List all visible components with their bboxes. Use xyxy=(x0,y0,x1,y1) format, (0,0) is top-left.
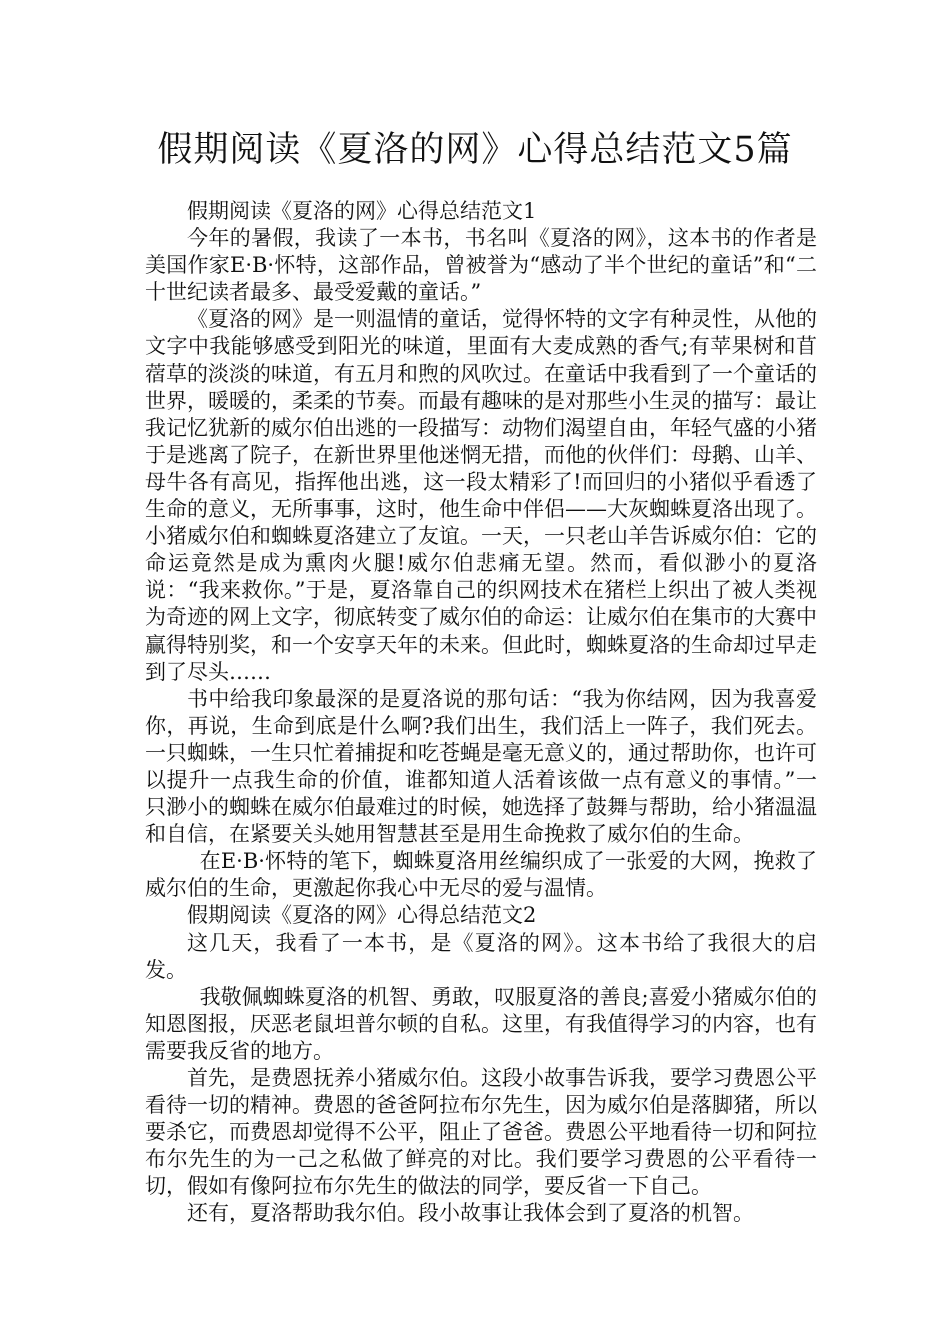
paragraph: 首先，是费恩抚养小猪威尔伯。这段小故事告诉我，要学习费恩公平看待一切的精神。费恩的爸爸阿拉布尔先生，因为威尔伯是落脚猪，所以要杀它，而费恩却觉得不公平，阻止了爸爸。费恩公平地看待一切和阿拉布尔先生的为一己之私做了鲜亮的对比。我们要学习费恩的公平看待一切，假如有像阿拉布尔先生的做法的同学，要反省一下自己。 xyxy=(145,1066,817,1199)
essay-heading-1: 假期阅读《夏洛的网》心得总结范文1 xyxy=(187,199,537,223)
essay-heading-2: 假期阅读《夏洛的网》心得总结范文2 xyxy=(187,903,537,928)
paragraph: 这几天，我看了一本书，是《夏洛的网》。这本书给了我很大的启发。 xyxy=(145,930,817,982)
document-title: 假期阅读《夏洛的网》心得总结范文5篇 xyxy=(157,130,793,170)
paragraph: 今年的暑假，我读了一本书，书名叫《夏洛的网》，这本书的作者是美国作家E·B·怀特，这部作品，曾被誉为“感动了半个世纪的童话”和“二十世纪读者最多、最受爱戴的童话。” xyxy=(145,226,817,305)
paragraph: 在E·B·怀特的笔下，蜘蛛夏洛用丝编织成了一张爱的大网，挽救了威尔伯的生命，更激起你我心中无尽的爱与温情。 xyxy=(145,849,817,901)
paragraph: 《夏洛的网》是一则温情的童话，觉得怀特的文字有种灵性，从他的文字中我能够感受到阳光的味道，里面有大麦成熟的香气;有苹果树和苜蓿草的淡淡的味道，有五月和煦的风吹过。在童话中我看到了一个童话的世界，暖暖的，柔柔的节奏。而最有趣味的是对那些小生灵的描写：最让我记忆犹新的威尔伯出逃的一段描写：动物们渴望自由，年轻气盛的小猪于是逃离了院子，在新世界里他迷惘无措，而他的伙伴们：母鹅、山羊、母牛各有高见，指挥他出逃，这一段太精彩了!而回归的小猪似乎看透了生命的意义，无所事事，这时，他生命中伴侣——大灰蜘蛛夏洛出现了。小猪威尔伯和蜘蛛夏洛建立了友谊。一天，一只老山羊告诉威尔伯：它的命运竟然是成为熏肉火腿!威尔伯悲痛无望。然而，看似渺小的夏洛说：“我来救你。”于是，夏洛靠自己的织网技术在猪栏上织出了被人类视为奇迹的网上文字，彻底转变了威尔伯的命运：让威尔伯在集市的大赛中赢得特别奖，和一个安享天年的未来。但此时，蜘蛛夏洛的生命却过早走到了尽头…… xyxy=(145,307,817,684)
paragraph: 书中给我印象最深的是夏洛说的那句话：“我为你结网，因为我喜爱你，再说，生命到底是什么啊?我们出生，我们活上一阵子，我们死去。一只蜘蛛，一生只忙着捕捉和吃苍蝇是毫无意义的，通过帮助你，也许可以提升一点我生命的价值，谁都知道人活着该做一点有意义的事情。”一只渺小的蜘蛛在威尔伯最难过的时候，她选择了鼓舞与帮助，给小猪温温和自信，在紧要关头她用智慧甚至是用生命挽救了威尔伯的生命。 xyxy=(145,686,817,847)
paragraph: 我敬佩蜘蛛夏洛的机智、勇敢，叹服夏洛的善良;喜爱小猪威尔伯的知恩图报，厌恶老鼠坦普尔顿的自私。这里，有我值得学习的内容，也有需要我反省的地方。 xyxy=(145,984,817,1063)
document-body xyxy=(145,198,817,1228)
paragraph: 还有，夏洛帮助我尔伯。段小故事让我体会到了夏洛的机智。 xyxy=(187,1201,754,1226)
